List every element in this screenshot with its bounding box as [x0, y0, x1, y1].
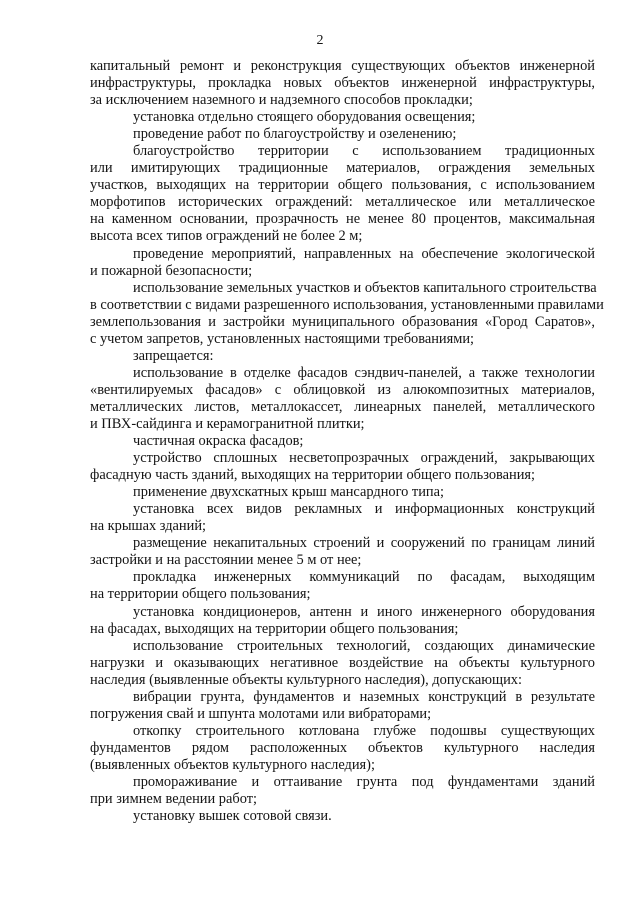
text-line: с учетом запретов, установленных настоящими требованиями;: [90, 330, 475, 347]
text-line: землепользования и застройки муниципального образования «Город Саратов»,: [90, 313, 595, 330]
paragraph: [90, 365, 595, 433]
text-line: в соответствии с видами разрешенного использования, установленными правилами: [90, 296, 604, 313]
text-line: или имитирующих традиционные материалов, ограждения земельных: [90, 160, 595, 177]
paragraph: [90, 109, 595, 126]
text-line: устройство сплошных несветопрозрачных ограждений, закрывающих: [133, 450, 595, 467]
text-line: и пожарной безопасности;: [90, 262, 253, 279]
text-line: проведение работ по благоустройству и озеленению;: [133, 126, 457, 143]
text-line: инфраструктуры, прокладка новых объектов инженерной инфраструктуры,: [90, 75, 595, 92]
text-line: на фасадах, выходящих на территории общего пользования;: [90, 620, 459, 637]
text-line: капитальный ремонт и реконструкция существующих объектов инженерной: [90, 58, 595, 74]
text-line: металлических листов, металлокассет, линеарных панелей, металлического: [90, 398, 595, 415]
text-line: участков, выходящих на территории общего пользования, с использованием: [90, 177, 595, 194]
text-line: установка всех видов рекламных и информационных конструкций: [133, 501, 595, 518]
text-line: промораживание и оттаивание грунта под фундаментами зданий: [133, 773, 595, 790]
text-line: частичная окраска фасадов;: [133, 433, 304, 450]
paragraph: [90, 450, 595, 484]
text-line: и ПВХ-сайдинга и керамогранитной плитки;: [90, 415, 365, 432]
paragraph: [90, 569, 595, 603]
paragraph: [90, 501, 595, 535]
paragraph: [90, 126, 595, 143]
text-line: благоустройство территории с использованием традиционных: [133, 143, 595, 160]
text-line: установка отдельно стоящего оборудования освещения;: [133, 109, 476, 126]
text-line: при зимнем ведении работ;: [90, 791, 257, 808]
text-line: на территории общего пользования;: [90, 586, 311, 603]
paragraph: [90, 808, 595, 825]
paragraph: [90, 143, 595, 245]
paragraph: [90, 246, 595, 280]
page-number: 2: [316, 33, 324, 48]
text-line: применение двухскатных крыш мансардного типа;: [133, 484, 445, 501]
paragraph: [90, 774, 595, 808]
paragraph: [90, 689, 595, 723]
text-line: откопку строительного котлована глубже подошвы существующих: [133, 722, 595, 739]
text-line: погружения свай и шпунта молотами или вибраторами;: [90, 705, 432, 722]
text-line: застройки и на расстоянии менее 5 м от нее;: [90, 552, 362, 569]
text-line: запрещается:: [133, 347, 214, 364]
text-line: фундаментов рядом расположенных объектов культурного наследия: [90, 739, 595, 756]
text-line: вибрации грунта, фундаментов и наземных конструкций в результате: [133, 688, 595, 705]
text-line: наследия (выявленные объекты культурного наследия), допускающих:: [90, 671, 522, 688]
paragraph: [90, 279, 604, 348]
document-body: [90, 58, 604, 825]
paragraph: [90, 638, 595, 689]
paragraph: [90, 58, 595, 109]
text-line: установка кондиционеров, антенн и иного инженерного оборудования: [133, 603, 595, 620]
text-line: на каменном основании, прозрачность не менее 80 процентов, максимальная: [90, 211, 595, 228]
paragraph: [90, 535, 595, 569]
text-line: установку вышек сотовой связи.: [133, 808, 332, 825]
text-line: размещение некапитальных строений и сооружений по границам линий: [133, 535, 595, 552]
text-line: на крышах зданий;: [90, 518, 207, 535]
text-line: морфотипов исторических ограждений: металлическое или металлическое: [90, 194, 595, 211]
paragraph: [90, 348, 595, 365]
text-line: высота всех типов ограждений не более 2 м;: [90, 228, 363, 245]
paragraph: [90, 433, 595, 450]
text-line: прокладка инженерных коммуникаций по фасадам, выходящим: [133, 569, 595, 586]
paragraph: [90, 723, 595, 774]
text-line: проведение мероприятий, направленных на обеспечение экологической: [133, 245, 595, 262]
text-line: (выявленных объектов культурного наследия);: [90, 756, 375, 773]
text-line: использование строительных технологий, создающих динамические: [133, 637, 595, 654]
text-line: «вентилируемых фасадов» с облицовкой из алюкомпозитных материалов,: [90, 381, 595, 398]
text-line: за исключением наземного и надземного способов прокладки;: [90, 92, 473, 109]
paragraph: [90, 484, 595, 501]
text-line: использование земельных участков и объектов капитального строительства: [133, 279, 597, 296]
text-line: использование в отделке фасадов сэндвич-панелей, а также технологии: [133, 364, 595, 381]
text-line: фасадную часть зданий, выходящих на территории общего пользования;: [90, 467, 536, 484]
paragraph: [90, 604, 595, 638]
text-line: нагрузки и оказывающих негативное воздействие на объекты культурного: [90, 654, 595, 671]
